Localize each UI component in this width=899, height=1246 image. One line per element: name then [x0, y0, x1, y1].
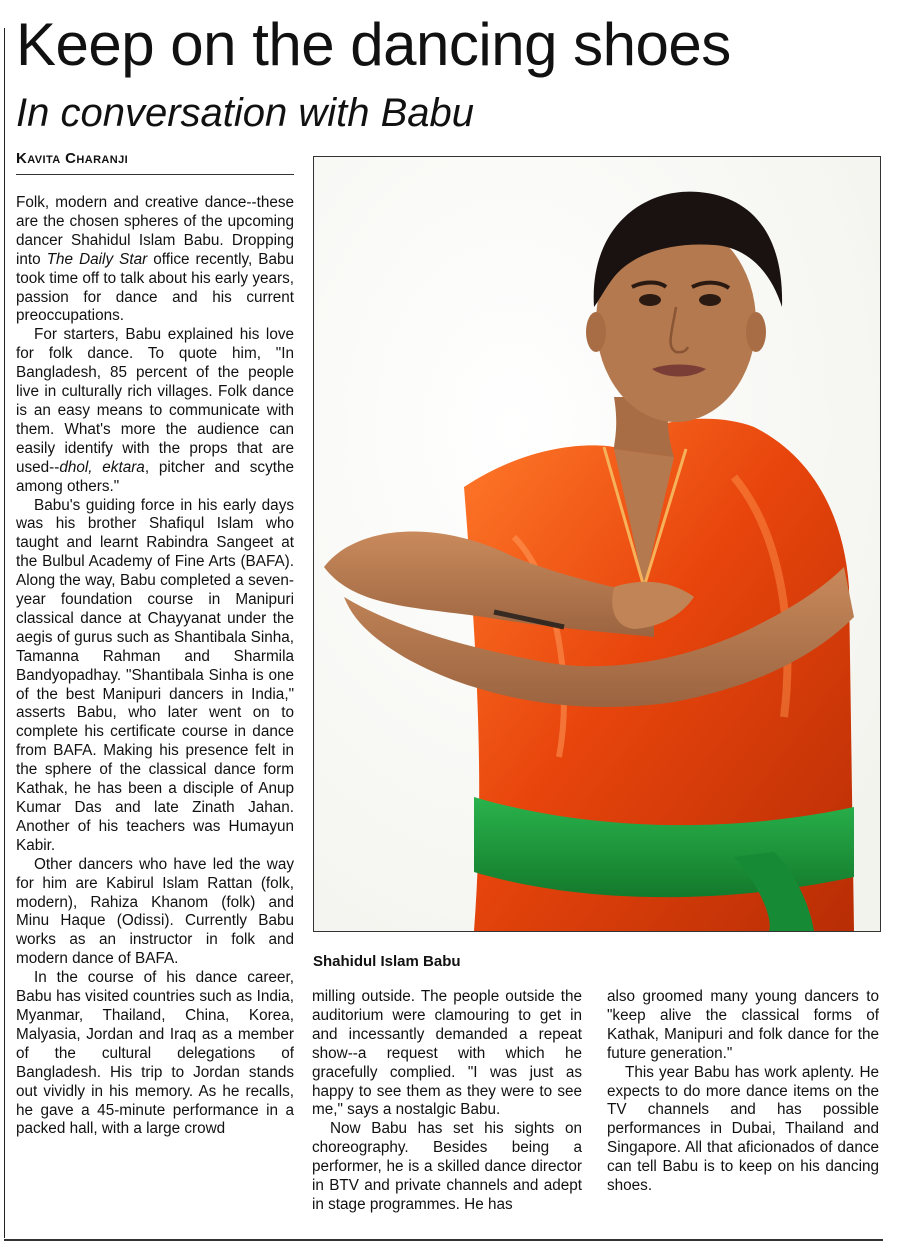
bottom-rule — [4, 1239, 883, 1241]
text-run: This year Babu has work aplenty. He expects to do more dance items on the TV channels and has possible performances in Dubai, Thailand and Singapore. All that aficionados of dance can tell Babu is to keep on his dancing shoes. — [607, 1063, 879, 1195]
text-run: Now Babu has set his sights on choreography. Besides being a performer, he is a skilled dance director in BTV and private channels and adept in stage programmes. He has — [312, 1120, 582, 1213]
text-run: office recently, Babu took time off to talk about his early years, passion for dance and his current preoccupations. — [16, 250, 294, 325]
byline: Kavita Charanji — [16, 150, 129, 167]
article-subheadline: In conversation with Babu — [16, 91, 475, 135]
text-run: also groomed many young dancers to "keep alive the classical forms of Kathak, Manipuri and folk dance for the future generation." — [607, 988, 879, 1062]
dancer-photo — [313, 156, 881, 932]
left-column-rule — [4, 28, 5, 1238]
text-run: Folk, modern and creative dance--these are the chosen spheres of the upcoming dancer Shahidul Islam Babu. Dropping into — [16, 194, 294, 268]
text-run: For starters, Babu explained his love for folk dance. To quote him, "In Bangladesh, 85 percent of the people live in culturally rich villages. Folk dance is an easy means to communicate with them. What's more the audience can easily identify with the props that are used-- — [16, 326, 294, 476]
article-column-3 — [607, 988, 879, 1234]
article-paragraph — [607, 1064, 879, 1196]
article-paragraph — [16, 969, 294, 1139]
article-paragraph — [312, 1120, 582, 1215]
article-paragraph — [607, 988, 879, 1064]
text-run: Babu's guiding force in his early days was his brother Shafiqul Islam who taught and learnt Rabindra Sangeet at the Bulbul Academy of Fine Arts (BAFA). Along the way, Babu completed a seven-year foundation course in Manipuri classical dance at Chayyanat under the aegis of gurus such as Shantibala Sinha, Tamanna Rahman and Sharmila Bandyopadhay. "Shantibala Sinha is one of the best Manipuri dancers in India," asserts Babu, who later went on to complete his certificate course in dance from BAFA. Making his presence felt in the sphere of the classical dance form Kathak, he has been a disciple of Anup Kumar Das and late Zinath Jahan. Another of his teachers was Humayun Kabir. — [16, 496, 294, 854]
article-headline: Keep on the dancing shoes — [16, 11, 731, 78]
text-run: In the course of his dance career, Babu has visited countries such as India, Myanmar, Thailand, China, Korea, Malyasia, Jordan and Iraq as a member of the cultural delegations of Bangladesh. His trip to Jordan stands out vividly in his memory. As he recalls, he gave a 45-minute performance in a packed hall, with a large crowd — [16, 969, 294, 1138]
italic-run: dhol, ektara — [59, 458, 145, 476]
article-paragraph — [312, 988, 582, 1120]
article-paragraph — [16, 194, 294, 326]
article-paragraph — [16, 326, 294, 496]
italic-run: The Daily Star — [46, 250, 148, 268]
article-paragraph — [16, 856, 294, 969]
text-run: , pitcher and scythe among others." — [16, 458, 294, 495]
byline-rule — [16, 174, 294, 175]
article-column-1 — [16, 194, 294, 1234]
article-column-2 — [312, 988, 582, 1234]
text-run: Other dancers who have led the way for him are Kabirul Islam Rattan (folk, modern), Rahiza Khanom (folk) and Minu Haque (Odissi). Currently Babu works as an instructor in folk and modern dance of BAFA. — [16, 855, 294, 968]
text-run: milling outside. The people outside the auditorium were clamouring to get in and incessantly demanded a repeat show--a request with which he gracefully complied. "I was just as happy to see them as they were to see me," says a nostalgic Babu. — [312, 988, 582, 1119]
photo-caption: Shahidul Islam Babu — [313, 953, 461, 970]
article-paragraph — [16, 497, 294, 856]
